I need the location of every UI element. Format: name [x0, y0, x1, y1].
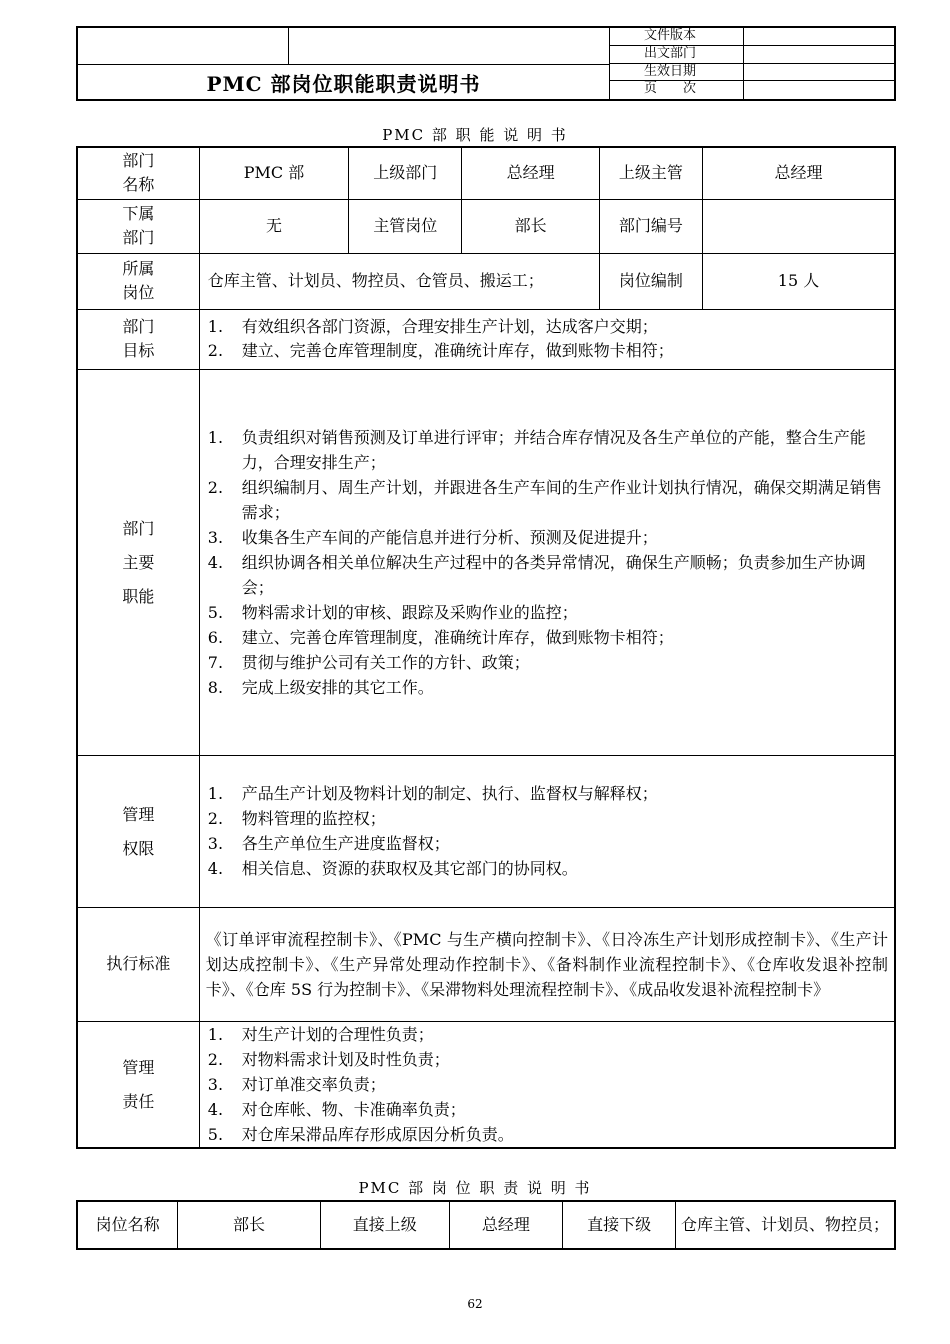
list-item: 1. 有效组织各部门资源，合理安排生产计划，达成客户交期； [207, 317, 658, 336]
value-post-name: 部长 [178, 1201, 321, 1249]
meta-label: 页 次 [610, 81, 744, 99]
list-item: 3. 对订单准交率负责； [207, 1074, 386, 1094]
list-item: 6. 建立、完善仓库管理制度，准确统计库存，做到账物卡相符； [207, 627, 674, 647]
list-item: 3. 收集各生产车间的产能信息并进行分析、预测及促进提升； [207, 527, 658, 547]
table-row [77, 147, 895, 199]
list-item: 5. 物料需求计划的审核、跟踪及采购作业的监控； [207, 602, 578, 622]
list-item: 8. 完成上级安排的其它工作。 [207, 677, 434, 697]
list-item: 2. 组织编制月、周生产计划，并跟进各生产车间的生产作业计划执行情况，确保交期满足销售需求； [207, 477, 882, 522]
meta-row-page [610, 81, 894, 99]
meta-row-dept [610, 46, 894, 64]
table-row [77, 199, 895, 253]
label-parent-dept: 上级部门 [349, 147, 462, 199]
meta-value [744, 64, 894, 81]
functions-list [208, 425, 888, 700]
dept-function-table [76, 146, 896, 1149]
list-item: 1. 对生产计划的合理性负责； [207, 1024, 434, 1044]
label-post-name: 岗位名称 [77, 1201, 178, 1249]
header-title-cell [78, 65, 610, 99]
page-number: 62 [467, 1297, 483, 1311]
list-item: 2. 物料管理的监控权； [207, 809, 386, 828]
label-headcount: 岗位编制 [599, 253, 702, 309]
label-direct-superior: 直接上级 [320, 1201, 449, 1249]
label-authority: 管理 权限 [77, 755, 199, 907]
label-goal: 部门 目标 [77, 309, 199, 369]
value-headcount: 15 人 [703, 253, 896, 309]
table-row [77, 369, 895, 755]
value-dept-code [703, 199, 896, 253]
value-supervisor: 总经理 [703, 147, 896, 199]
post-duty-table [76, 1200, 896, 1250]
table-row [77, 1201, 895, 1249]
label-functions: 部门 主要 职能 [77, 369, 199, 755]
functions-cell [199, 369, 895, 755]
list-item: 1. 产品生产计划及物料计划的制定、执行、监督权与解释权； [207, 784, 658, 803]
table-row [77, 755, 895, 907]
list-item: 2. 建立、完善仓库管理制度，准确统计库存，做到账物卡相符； [207, 341, 674, 360]
meta-value [744, 81, 894, 99]
meta-value [744, 28, 894, 45]
document-header [76, 26, 896, 101]
value-sub-dept: 无 [199, 199, 348, 253]
table-row [77, 309, 895, 369]
meta-row-date [610, 64, 894, 82]
list-item: 4. 对仓库帐、物、卡准确率负责； [207, 1099, 466, 1119]
label-sub-dept: 下属 部门 [77, 199, 199, 253]
label-responsibility: 管理 责任 [77, 1021, 199, 1148]
list-item: 4. 相关信息、资源的获取权及其它部门的协同权。 [207, 859, 578, 878]
responsibility-list [208, 1022, 888, 1147]
list-item: 5. 对仓库呆滞品库存形成原因分析负责。 [207, 1124, 514, 1144]
value-head-post: 部长 [462, 199, 599, 253]
goal-cell [199, 309, 895, 369]
authority-cell [199, 755, 895, 907]
value-parent-dept: 总经理 [462, 147, 599, 199]
dept-doc-title: PMC 部 职 能 说 明 书 [382, 126, 568, 144]
value-dept-name: PMC 部 [199, 147, 348, 199]
meta-row-version [610, 28, 894, 46]
value-posts: 仓库主管、计划员、物控员、仓管员、搬运工； [199, 253, 599, 309]
value-direct-subordinate: 仓库主管、计划员、物控员； [675, 1201, 895, 1249]
header-blank-cell [78, 28, 289, 65]
responsibility-cell [199, 1021, 895, 1148]
table-row [77, 253, 895, 309]
value-direct-superior: 总经理 [449, 1201, 563, 1249]
list-item: 1. 负责组织对销售预测及订单进行评审；并结合库存情况及各生产单位的产能，整合生产能力，合理安排生产； [207, 427, 866, 472]
list-item: 3. 各生产单位生产进度监督权； [207, 834, 450, 853]
list-item: 7. 贯彻与维护公司有关工作的方针、政策； [207, 652, 530, 672]
meta-value [744, 46, 894, 63]
table-row [77, 907, 895, 1021]
header-blank-cell [289, 28, 610, 65]
list-item: 4. 组织协调各相关单位解决生产过程中的各类异常情况，确保生产顺畅；负责参加生产协调会； [207, 552, 866, 597]
meta-label: 出文部门 [610, 46, 744, 63]
label-supervisor: 上级主管 [599, 147, 702, 199]
label-head-post: 主管岗位 [349, 199, 462, 253]
list-item: 2. 对物料需求计划及时性负责； [207, 1049, 450, 1069]
label-posts: 所属 岗位 [77, 253, 199, 309]
label-standard: 执行标准 [77, 907, 199, 1021]
post-doc-title: PMC 部 岗 位 职 责 说 明 书 [358, 1179, 592, 1197]
goal-list [208, 315, 888, 363]
meta-label: 生效日期 [610, 64, 744, 81]
table-row [77, 1021, 895, 1148]
document-title: PMC 部岗位职能职责说明书 [206, 71, 481, 96]
meta-label: 文件版本 [610, 28, 744, 45]
label-dept-name: 部门 名称 [77, 147, 199, 199]
label-dept-code: 部门编号 [599, 199, 702, 253]
label-direct-subordinate: 直接下级 [563, 1201, 676, 1249]
authority-list [208, 781, 888, 881]
standard-text: 《订单评审流程控制卡》、《PMC 与生产横向控制卡》、《日冷冻生产计划形成控制卡》、《生产计划达成控制卡》、《生产异常处理动作控制卡》、《备料制作业流程控制卡》、《仓库收发退补控制卡》、《仓库 5S 行为控制卡》、《呆滞物料处理流程控制卡》、《成品收发退补流程控制卡》 [199, 907, 895, 1021]
document-meta-table [610, 28, 894, 99]
